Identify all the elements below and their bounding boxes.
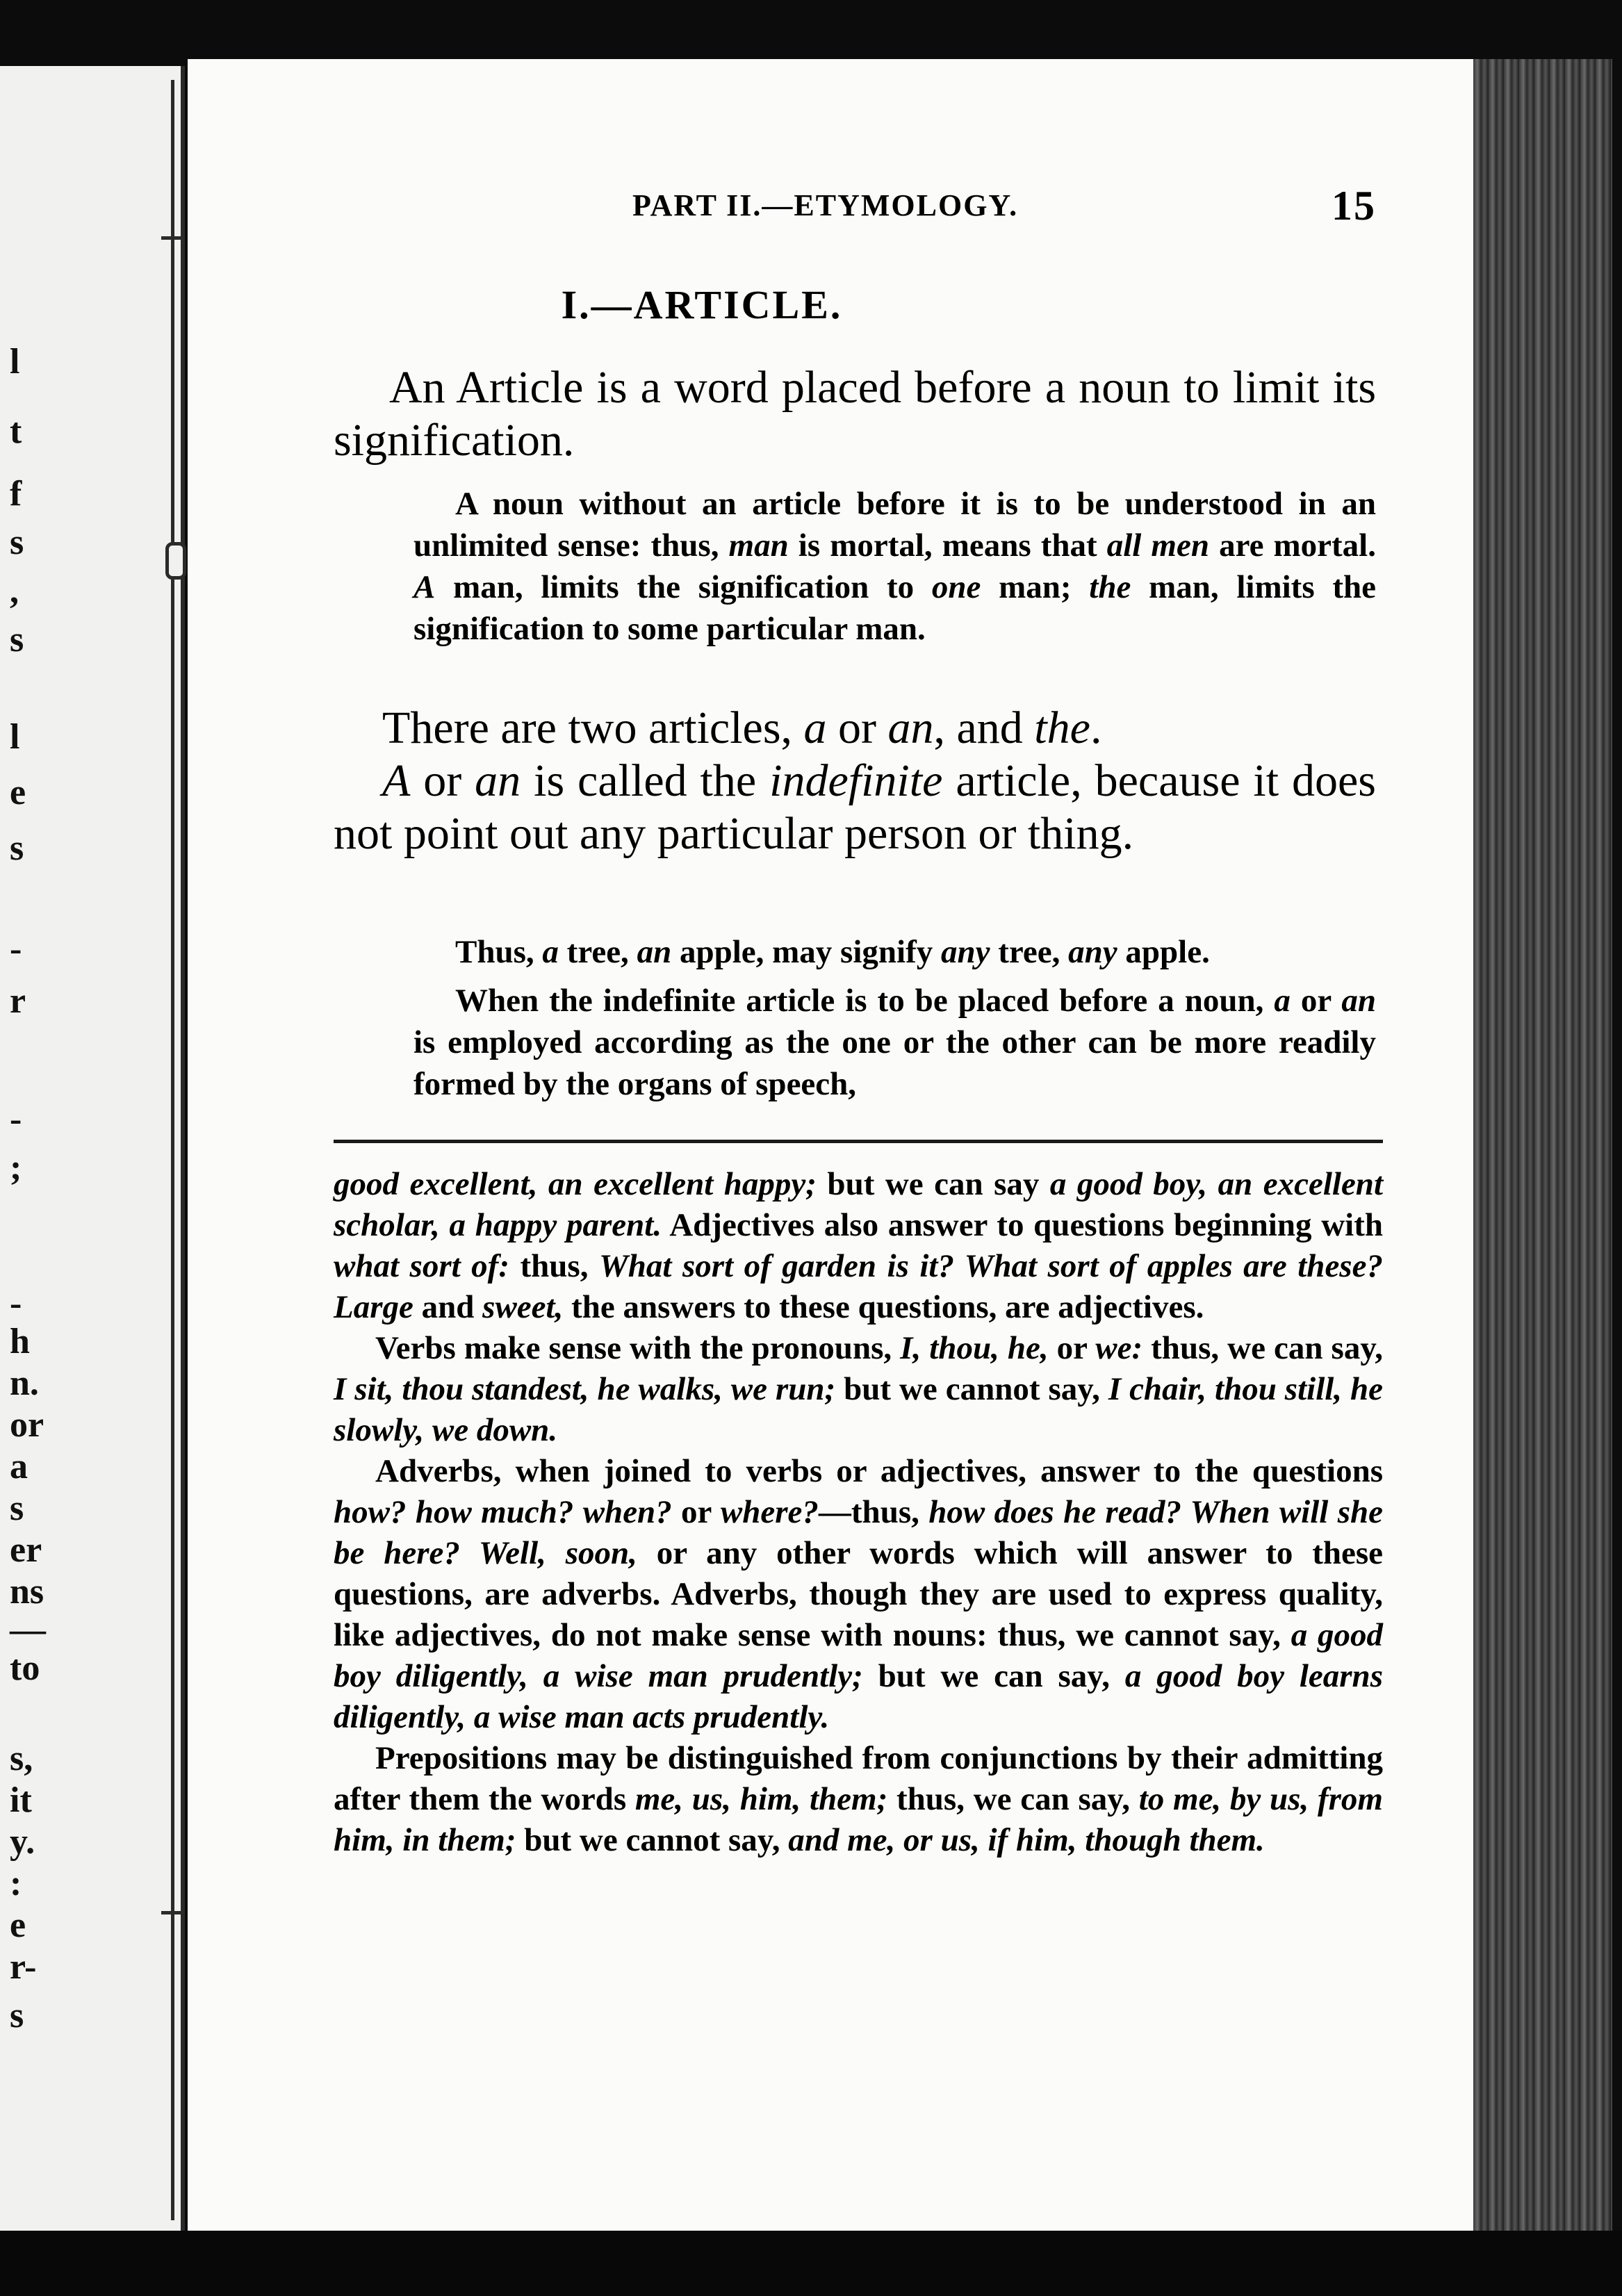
footnote-divider — [334, 1140, 1383, 1143]
running-head: PART II.—ETYMOLOGY. — [632, 188, 1019, 222]
edge-char: - — [10, 1099, 22, 1139]
edge-char: er — [10, 1530, 42, 1570]
edge-char: s — [10, 1489, 24, 1528]
edge-char: l — [10, 342, 20, 382]
edge-char: a — [10, 1447, 28, 1486]
section-title: I.—ARTICLE. — [561, 282, 843, 327]
edge-char: y. — [10, 1822, 35, 1862]
footnote-verbs: Verbs make sense with the pronouns, I, thou, he, or we: thus, we can say, I sit, thou standest, he walks, we run; but we cannot say, I chair, thou still, he slowly, we down. — [334, 1330, 1383, 1448]
edge-char: s, — [10, 1739, 33, 1778]
two-articles-rule: There are two articles, a or an, and the. — [382, 703, 1102, 753]
note-a-or-an: When the indefinite article is to be placed before a noun, a or an is employed according as the one or the other can be more readily formed by the organs of speech, — [413, 983, 1377, 1102]
edge-char: e — [10, 773, 26, 812]
previous-page-text-edge — [10, 316, 51, 2123]
binding-thread-tick — [161, 1911, 185, 1914]
footnote-prepositions: Prepositions may be distinguished from conjunctions by their admitting after them the words me, us, him, them; thus, we can say, to me, by us, from him, in them; but we cannot say, and me, or us, if him, though them. — [334, 1740, 1383, 1858]
edge-char: - — [10, 1284, 22, 1323]
previous-page — [0, 66, 185, 2231]
edge-char: s — [10, 523, 24, 562]
edge-char: n. — [10, 1363, 39, 1403]
edge-char: e — [10, 1905, 26, 1945]
indefinite-article-rule: A or an is called the indefinite article, because it does not point out any particular person or thing. — [334, 755, 1376, 859]
edge-char: to — [10, 1648, 40, 1688]
page-edges — [1473, 59, 1612, 2231]
edge-char: or — [10, 1405, 44, 1445]
page-number: 15 — [1332, 183, 1376, 229]
scan-background — [0, 2231, 1622, 2296]
edge-char: r — [10, 981, 26, 1021]
edge-char: s — [10, 828, 24, 868]
edge-char: - — [10, 929, 22, 969]
binding-thread-tick — [161, 236, 185, 240]
edge-char: s — [10, 620, 24, 659]
edge-char: r- — [10, 1947, 37, 1987]
edge-char: f — [10, 474, 22, 514]
edge-char: : — [10, 1864, 22, 1903]
footnote — [334, 1164, 1383, 1861]
article-definition: An Article is a word placed before a noun to limit its signification. — [334, 362, 1376, 466]
edge-char: , — [10, 571, 19, 611]
note-examples: Thus, a tree, an apple, may signify any tree, any apple. — [455, 934, 1210, 970]
page-header — [445, 183, 1376, 236]
note-unlimited-sense: A noun without an article before it is to be understood in an unlimited sense: thus, man is mortal, means that all men are mortal. A man, limits the signification to one man; the man, limits the signification to some particular man. — [413, 486, 1376, 647]
edge-char: h — [10, 1322, 30, 1361]
binding-thread-knot — [165, 542, 186, 580]
footnote-adverbs: Adverbs, when joined to verbs or adjectives, answer to the questions how? how much? when? or where?—thus, how does he read? When will she be here? Well, soon, or any other words which will answer to these questions, are adverbs. Adverbs, though they are used to express quality, like adjectives, do not make sense with nouns: thus, we cannot say, a good boy diligently, a wise man prudently; but we can say, a good boy learns diligently, a wise man acts prudently. — [334, 1453, 1383, 1735]
edge-char: t — [10, 411, 22, 451]
edge-char: l — [10, 717, 20, 757]
footnote-adjectives: good excellent, an excellent happy; but we can say a good boy, an excellent scholar, a happy parent. Adjectives also answer to questions beginning with what sort of: thus, What sort of garden is it? What sort of apples are these? Large and sweet, the answers to these questions, are adjectives. — [334, 1166, 1384, 1325]
edge-char: it — [10, 1780, 32, 1820]
edge-char: s — [10, 1996, 24, 2035]
edge-char: — — [10, 1610, 46, 1650]
edge-char: ; — [10, 1148, 22, 1188]
binding-gutter — [171, 80, 174, 2220]
edge-char: ns — [10, 1572, 44, 1612]
